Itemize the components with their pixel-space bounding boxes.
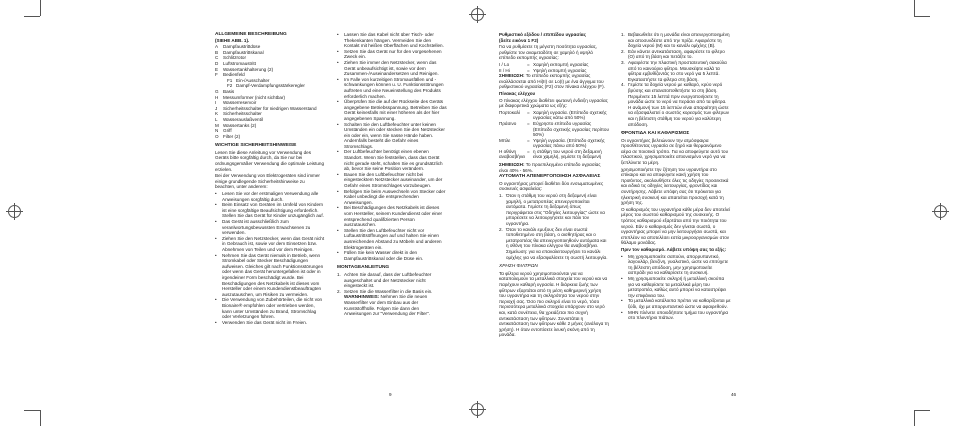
part-name: Wasserauslaßventil [223, 116, 263, 122]
bullet-marker: • [215, 202, 217, 208]
bullet-text: Lassen Sie das Kabel nicht über Tisch- oder Thekenkanten hängen. Vermeiden Sie den Kontakt mit heißen Oberflächen und Kochstellen. [344, 32, 444, 49]
bullet-marker: • [337, 250, 339, 256]
crop-mark [40, 410, 41, 426]
assembly-steps [337, 272, 447, 294]
list-item [215, 320, 325, 326]
part-letter: I [215, 100, 217, 106]
part-letter: F [215, 72, 218, 78]
step-number: 2. [621, 48, 625, 54]
part-letter: O [215, 133, 219, 139]
crop-mark [914, 410, 930, 411]
bullet-marker: • [215, 191, 217, 197]
assembly-heading: MONTAGEANLEITUNG [337, 265, 390, 271]
step-text: Αφαιρέστε την πλαστική προστατευτική σακούλα από το καινούριο φίλτρο. Μουσκέψτε καλά τα φίλτρα εμβυθίζοντάς το στο νερό για 5 λεπτά. Εγκαταστήστε τα φίλτρα στη βάση. [628, 59, 727, 82]
bullet-marker: • [215, 252, 217, 258]
registration-mark [471, 403, 484, 416]
list-item [215, 219, 325, 236]
part-name: Griff [223, 128, 232, 134]
part-name: Wasserreservoir [223, 100, 257, 106]
list-item [621, 298, 731, 309]
default-humidity-note [499, 162, 609, 173]
bullet-marker: • [215, 235, 217, 241]
bullet-marker: • [337, 188, 339, 194]
bullet-marker: • [621, 275, 623, 281]
note-label: ΣΗΜΕΙΩΣΗ: [499, 73, 525, 79]
assembly-warning [337, 294, 447, 316]
list-item [337, 172, 447, 189]
part-letter: K [215, 111, 219, 117]
control-panel-sublist [215, 78, 325, 89]
bullet-marker: • [337, 205, 339, 211]
bullet-text: Der Luftbefeuchter benötigt einen ebenen Standort. Wenn Sie feststellen, dass das Gerät nicht gerade steht, schalten Sie es grundsätzlich ab, bevor Sie seine Position verändern. [344, 149, 443, 172]
filter-steps [621, 32, 731, 127]
crop-mark [914, 410, 915, 426]
bullet-text: Verwenden Sie das Gerät nicht im Freien. [222, 319, 308, 325]
bullet-text: Das Gerät ist ausschließlich zum veranlwortungsbewussten Erwachsenen zu verwenden. [222, 219, 311, 236]
bullet-text: Ziehen Sie immer den Netzstecker, wenn das Gerät unbeaufsichtigt ist, sowie vor dem Zusammen-/Auseinandersetzen und Reinigen. [344, 59, 439, 77]
bullet-text: Bauen Sie den Luftbefeuchter nicht bei eingestecktem Netzstecker auseinander, um der Gefahr eines Stromschlages vorzubeugen. [344, 171, 443, 189]
table-key: Μπλε [499, 137, 511, 143]
table-equals: = [527, 137, 530, 143]
table-key: I / Lo [499, 61, 510, 67]
part-letter: C [215, 55, 219, 61]
warning-label: WARNHINWEIS: [344, 294, 380, 300]
table-value: Εύχρηστο επίπεδο υγρασίας (Επίπεδο σχετικής υγρασίας περίπου 50%) [533, 120, 609, 138]
registration-mark [8, 205, 21, 218]
note-text: Το προεπιλεγμένο επίπεδο υγρασίας είναι 40% - 56%. [499, 162, 601, 173]
bullet-marker: • [621, 253, 623, 259]
part-letter: A [215, 44, 219, 50]
bullet-marker: • [621, 309, 623, 315]
list-item [337, 228, 447, 250]
step-text: Achten Sie darauf, dass der Luftbefeuchter ausgeschaltet und der Netzstecker nicht eingesteckt ist. [344, 271, 432, 289]
table-equals: = [527, 109, 530, 115]
part-letter: J [215, 105, 218, 111]
bullet-text: ΜΗΝ πλένετε οποιοδήποτε τμήμα του υγραντήρα στο πλυντήριο πιάτων. [628, 309, 729, 321]
page-number-left: 9 [389, 392, 392, 397]
table-value: Χαμηλή εκπομπή υγρασίας [533, 61, 589, 67]
step-number: 1. [621, 32, 625, 37]
list-item [215, 202, 325, 219]
bullet-marker: • [337, 48, 339, 54]
step-number: 1. [337, 271, 341, 277]
bullet-text: Die Verwendung von Zubehörteilen, die nicht von Bionaire® empfohlen oder vertrieben werden, kann unter Umständen zu Brand, Stromschlag oder Verletzungen führen. [222, 297, 323, 320]
part-name: Sicherheitsschalter [223, 111, 262, 117]
bullet-marker: • [337, 76, 339, 82]
part-name: Dampfaustrittdüse [223, 44, 261, 50]
control-panel-heading: Πίνακας ελέγχου [499, 90, 536, 96]
list-item [337, 32, 447, 49]
bullet-marker: • [337, 59, 339, 65]
list-item [621, 276, 731, 298]
list-item [337, 99, 447, 121]
list-item [337, 149, 447, 171]
table-row [499, 110, 609, 121]
part-name: Sicherheitsschalter für niedrigen Wasserstand [223, 105, 317, 111]
bullet-marker: • [215, 319, 217, 325]
bullet-text: Befolgen Sie beim Auswechseln von Stecker oder Kabel unbedingt die entsprechenden Anweisungen. [344, 188, 446, 205]
bullet-text: Im Falle von kurzeitigen Stromausfällen und -schwankungen können u. U. Funktionsstörungen auftreten und eine Neueinstellung des Produkts erforderlich machen. [344, 76, 444, 99]
part-name: Dampf-Verdampfungsstärkeregler [236, 83, 305, 89]
step-number: 1. [499, 193, 503, 199]
part-letter: H [215, 94, 219, 100]
list-item [337, 205, 447, 227]
part-name: Basis [223, 88, 235, 94]
auto-shutoff-steps [499, 193, 609, 260]
part-letter: G [215, 88, 219, 94]
care-cleaning-text-2: χρησιμοποιήστε την ζήτηση του υγραντήρα στο επίκαιρο και να αποφύγετε κακή χρήση του προϊόντος, ακολουθήστε όλες τις οδηγίες προσεκτικά και ειδικά τις οδηγίες λειτουργίας, φροντίδας και συντήρησης. Λάβετε υπόψη σας ότι πρόκειται για ηλεκτρική συσκευή και απαιτείται προσοχή κατά τη χρήση της. [621, 166, 729, 206]
list-item [499, 227, 609, 261]
humidity-output-heading: Ρυθμιστικό εξόδου / επιπέδου υγρασίας [499, 32, 586, 37]
cleaning-bullets [621, 254, 731, 321]
step-text: Γεμίστε τα δοχεία νερού με καθαρό, κρύο νερό βρύσης και επανατοποθετήστε τα στη βάση. Περιμένετε 15 λεπτά πριν ενεργοποιήσετε τη μονάδα ώστε το νερό να περάσει από τα φίλτρα. Η ανάμονή των 15 λεπτών είναι απαραίτητη ώστε να εξασφαλιστεί ο σωστός κορεσμός των φίλτρων και η βέλτιστη στάθμη του νερού για καλύτερη απόδοση. [628, 82, 730, 127]
step-text: Όταν η στάθμη του νερού στη δεξαμενή είναι χαμηλή, ο μετατροπέας απενεργοποιείται αυτόματα. Γεμίστε τη δεξαμενή όπως περιγράφεται στις "Οδηγίες λειτουργίας" ώστε να μπορέσετε να λειτουργήσετε και πάλι τον υγραντήρα. [506, 193, 605, 226]
table-key: Πορτοκαλί [499, 109, 520, 115]
part-letter: F1 [227, 77, 233, 83]
warning-text: Nehmen Sie die neuen Wasserfilter vor dem Einbau aus der Kunststoffhülle. Folgen Sie dann den Anweisungen zur "Verwendung der Filter". [344, 294, 430, 317]
step-text: Setzen Sie die Wasserfilter in die Basis ein. [344, 288, 433, 294]
registration-mark [471, 8, 484, 21]
filters-heading: ΧΡΗΣΗ ΦΙΛΤΡΩΝ [499, 264, 538, 270]
step-number: 2. [499, 226, 503, 232]
part-name: Luftstromaustritt [223, 60, 256, 66]
list-item [337, 189, 447, 206]
list-item [337, 122, 447, 150]
de-column-2 [337, 32, 447, 318]
table-key: II / Hi [499, 67, 510, 73]
bullet-marker: • [621, 298, 623, 304]
table-key: Πράσινο [499, 120, 517, 126]
step-number: 3. [621, 59, 625, 65]
step-text: Εάν κάνετε αντικατάσταση, αφαιρέστε το φίλτρο (O) από τη βάση και πετάξτε το. [628, 48, 725, 60]
list-item [215, 191, 325, 202]
bullet-text: Lesen Sie vor der erstmaligen Verwendung alle Anweisungen sorgfältig durch. [222, 191, 319, 202]
part-name: Filter (2) [223, 133, 241, 139]
page-number-right: 46 [731, 392, 737, 397]
bullet-text: Μη χρησιμοποιείτε σκληρή ή μεταλλική σκούπα για να καθαρίσετε τα μεταλλικά μέρη του μετατροπέα, καθώς αυτό μπορεί να καταστρέψει την επιφάνεια του. [628, 275, 727, 298]
list-item [621, 82, 731, 127]
list-item [621, 310, 731, 321]
bullet-marker: • [337, 32, 339, 37]
part-letter: L [215, 116, 218, 122]
bullet-text: Schalten Sie den Luftbefeuchter unter keinen Umständen ein oder stecken Sie den Netzstecker ein oder ein, wenn Sie nasse Hände haben. Andernfalls besteht die Gefahr eines Stromschlags. [344, 121, 445, 149]
bullet-text: Füllen Sie kein Wasser direkt in den Dampfaustrittskanal oder die Düse ein. [344, 250, 424, 261]
list-item [337, 250, 447, 261]
safety-intro-2: Bei der Verwendung von Elektrogeräten sind immer einige grundlegende Sicherheitshinweise zu beachten, unter anderem: [215, 173, 320, 190]
humidity-output-text: Για να ρυθμίσετε τη μέγιστη ποσότητα υγρασίας, ρυθμίστε τον αναμεταδότη σε χαμηλό ή υψηλό επίπεδο εκπομπής υγρασίας: [499, 44, 598, 61]
part-name: Ein-/Ausschalter [236, 77, 270, 83]
auto-shutoff-text: Ο υγραντήρας μπορεί διαθέτει δύο ενσωματωμένες συσκευές ασφαλείας: [499, 180, 604, 192]
table-key: Η οθόνη αναβοσβήνει [499, 148, 526, 160]
bullet-marker: • [215, 219, 217, 224]
safety-bullets [215, 191, 325, 325]
crop-mark [24, 410, 40, 411]
filters-text: Τα φίλτρα νερού χρησιμοποιούνται για να καταπολεμούν τα μεταλλικά στοιχεία του νερού και να παρέχουν καθαρή υγρασία. Η διάρκεια ζωής των φίλτρων εξαρτάται από τη μέση καθημερινή χρήση του υγραντήρα και τη σκληρότητα του νερού στην περιοχή σας. Όσο πιο σκληρό είναι το νερό, τόσο περισσότερα μεταλλικά στοιχεία υπάρχουν στο νερό και, κατά συνέπεια, θα χρειάζεται πιο συχνή αντικατάσταση των φίλτρων. Συνιστάται η αντικατάσταση των φίλτρων κάθε 2 μήνες (ανάλογα τη χρήση). Η όταν εντοπίσετε λευκή σκόνη από τη μονάδα. [499, 270, 609, 338]
list-item [499, 193, 609, 227]
table-row [499, 149, 609, 160]
part-name: Bedienfeld [223, 72, 245, 78]
list-item [337, 49, 447, 60]
control-panel-text: Ο πίνακας ελέγχου διαθέτει φωτεινή ένδειξη υγρασίας με διαφορετικά χρώματα ως εξής: [499, 97, 608, 109]
bullet-text: Beim Einsatz von Geräten im Umfeld von Kindern ist eine sorgfältige Beaufsichtigung erforderlich. Stellen Sie das Gerät für Kinder unzugänglich auf. [222, 202, 324, 219]
table-equals: = [527, 67, 530, 73]
list-item [215, 253, 325, 298]
safety-intro: Lesen Sie diese Anleitung vor Verwendung des Geräts bitte sorgfältig durch, da Sie nur bei ordnungsgemäßer Verwendung die optimale Leistung erzielen. [215, 149, 325, 172]
parts-list [215, 44, 325, 78]
list-item [215, 297, 325, 319]
table-value: η στάθμη του νερού στη δεξαμενή είναι χαμηλή, γεμίστε τη δεξαμενή [533, 148, 602, 160]
safety-heading: WICHTIGE SICHERHEITSHINWEISE [215, 143, 297, 149]
bullet-text: Setzen Sie das Gerät nur für den vorgesehenen Zweck ein. [344, 48, 442, 60]
list-item [621, 60, 731, 82]
table-row [499, 121, 609, 138]
part-letter: D [215, 60, 219, 66]
note-text: Το επίπεδο εκπομπής υγρασίας εναλλάσσεται από Hi(II) σε Lo(I) με ένα άγγιγμα του ρυθμιστικού υγρασίας (F2) στον πίνακα ελέγχου (F). [499, 73, 605, 90]
part-name: Wassertankhalterung (2) [223, 66, 274, 72]
bullet-text: Nehmen Sie das Gerät niemals in Betrieb, wenn Stromkabel oder Stecker Beschädigungen aufweisen. Gleiches gilt nach Funktionsstörungen oder wenn das Gerät heruntergefallen ist oder in irgendeiner Form beschädigt wurde. Bei Beschädigungen des Netzkabels ist dieses vom Hersteller oder einem Kundendienstbeauftragten auszutauschen, um Risiken zu vermeiden. [222, 252, 324, 297]
part-name: Messumformer (nicht sichtbar) [223, 94, 286, 100]
el-column-1 [499, 32, 609, 339]
de-column-1 [215, 32, 325, 325]
part-letter: F2 [227, 83, 233, 89]
step-number: 4. [621, 82, 625, 88]
part-letter: M [215, 122, 219, 128]
list-item [337, 60, 447, 77]
list-item [621, 32, 731, 49]
crop-mark [914, 16, 930, 17]
bullet-marker: • [337, 99, 339, 105]
bullet-marker: • [337, 121, 339, 127]
table-value: Υψηλή υγρασία. (Επίπεδο σχετικής υγρασίας πάνω από 50%) [533, 137, 605, 149]
list-item [215, 134, 325, 140]
table-equals: = [527, 120, 530, 126]
before-cleaning-heading: Πριν τον καθαρισμό. Λάβετε υπόψη σας τα εξής: [621, 246, 727, 252]
general-description-subheading: (SIEHE ABB. 1). [215, 37, 250, 43]
step-text: Όταν το κανάλι εμυξους δεν είναι σωστά τοποθετημένο στη βάση, ο αισθητήρας και ο μετατροπέας θα απενεργοποιηθούν αυτόματα και η οθόνη του πίνακα ελέγχου θα αναβοσβήνει. Σημείωση: για να επαναλειτουργήσει το κανάλι ομίχλης για να εξασφαλίσετε τη σωστή λειτουργία. [506, 226, 608, 260]
bullet-text: Ziehen Sie den Netzstecker, wenn das Gerät nicht in Gebrauch ist, sowie vor dem Einsetzen bzw. Abnehmen von Teilen und vor dem Reinigen. [222, 235, 325, 252]
safety-bullets-continued [337, 32, 447, 261]
step-number: 2. [337, 288, 341, 294]
part-letter: N [215, 128, 219, 134]
bullet-marker: • [337, 149, 339, 155]
step-text: Βεβαιωθείτε ότι η μονάδα είναι απενεργοποιημένη και αποσυνδέστε από την πρίζα. Αφαιρέστε τη δοχεία νερού (M) και το κανάλι ομίχλης (B). [628, 32, 730, 49]
table-equals: = [527, 148, 530, 154]
part-name: Schlitzrotor [223, 55, 246, 61]
crop-mark [914, 0, 915, 16]
humidity-output-subheading: (δείτε εικόνα 1 F2) [499, 37, 539, 43]
crop-mark [40, 0, 41, 16]
bullet-marker: • [337, 227, 339, 233]
el-column-2 [621, 32, 731, 321]
note-label: ΣΗΜΕΙΩΣΗ: [499, 162, 525, 168]
list-item [621, 49, 731, 60]
bullet-text: Μη χρησιμοποιείτε σαπούνι, απορρυπαντικό, λαγουλάρ, βενζίνη, γυαλιστικό, ώστε να επιτύχετε τη βέλτιστη απόδοση, μην χρησιμοποιείτε ασπράδι για να καθαρίσετε τη συσκευή. [628, 253, 729, 276]
part-name: Wassertanks (2) [223, 122, 257, 128]
table-row [499, 138, 609, 149]
care-cleaning-text-3: Ο καθαρισμός του υγραντήρα κάθε μέρα δεν αποτελεί μέρος του σωστού καθαρισμού της συσκευής. Ο τρόπος καθαρισμού εξαρτάται από την ποιότητα του νερού. Εάν ο καθαρισμός δεν γίνεται σωστά, ο υγραντήρας μπορεί να μην λειτουργήσει σωστά, και επιπλέον να αποτελέσει εστία μικροοργανισμών στον θάλαμο μονάδας. [621, 206, 731, 246]
list-item [337, 272, 447, 289]
general-description-heading: ALLGEMEINE BESCHREIBUNG [215, 32, 287, 37]
care-cleaning-heading: ΦΡΟΝΤΙΔΑ ΚΑΙ ΚΑΘΑΡΙΣΜΟΣ [621, 131, 690, 137]
table-equals: = [527, 61, 530, 67]
part-letter: E [215, 66, 219, 72]
bullet-text: Überprüfen Sie die auf der Rückseite des Geräts angegebene Betriebsspannung. Betreiben Sie das Gerät keinesfalls mit einer höheren als der hier angegebenen Spannung. [344, 99, 447, 121]
list-item [337, 77, 447, 99]
registration-mark [934, 205, 947, 218]
bullet-text: Τα μεταλλικά κατάλοιπα πρέπει να καθαρίζονται με ξύδι, όχι με απορρυπαντικό ώστε να αφαιρεθούν. [628, 298, 731, 309]
humidity-note [499, 73, 609, 90]
bullet-marker: • [215, 297, 217, 303]
parts-list-continued [215, 89, 325, 139]
bullet-marker: • [337, 171, 339, 177]
part-name: Dampfaustrittskanal [223, 49, 264, 55]
table-value: Υψηλή εκπομπή υγρασίας [533, 67, 587, 73]
crop-mark [24, 16, 40, 17]
bullet-text: Stellen Sie den Luftbefeuchter nicht vor Luftaustrittsöffnungen auf und halten Sie einen ausreichenden Abstand zu Möbeln und anderen Elektrogeräten ein. [344, 227, 442, 250]
list-item [215, 236, 325, 253]
care-cleaning-text: Οι υγραντήρες βελτιώνουν την ατμόσφαιρα προσθέτοντας υγρασία σε ξηρό και θερμαινόμενο αέρα σε ποιοτικό τρόπο. Για να αποφεύγετε αυτό του πλαστικού, χρησιμοποιείτε απιονισμένο νερό για να ξεπλύνετε τα μέρη. [621, 137, 729, 166]
list-item [621, 254, 731, 276]
auto-shutoff-heading: ΑΥΤΟΜΑΤΗ ΑΠΕΝΕΡΓΟΠΟΙΗΣΗ ΑΣΦΑΛΕΙΑΣ [499, 174, 601, 180]
mode-table [499, 62, 609, 73]
table-value: Χαμηλή υγρασία. (Επίπεδο σχετικής υγρασίας κάτω από 50%) [533, 109, 607, 121]
part-letter: B [215, 49, 219, 55]
indicator-color-table [499, 110, 609, 160]
bullet-text: Bei Beschädigungen des Netzkabels ist dieses vom Hersteller, seinem Kundendienst oder einer entsprechend qualifizierten Person auszutauschen. [344, 205, 443, 228]
